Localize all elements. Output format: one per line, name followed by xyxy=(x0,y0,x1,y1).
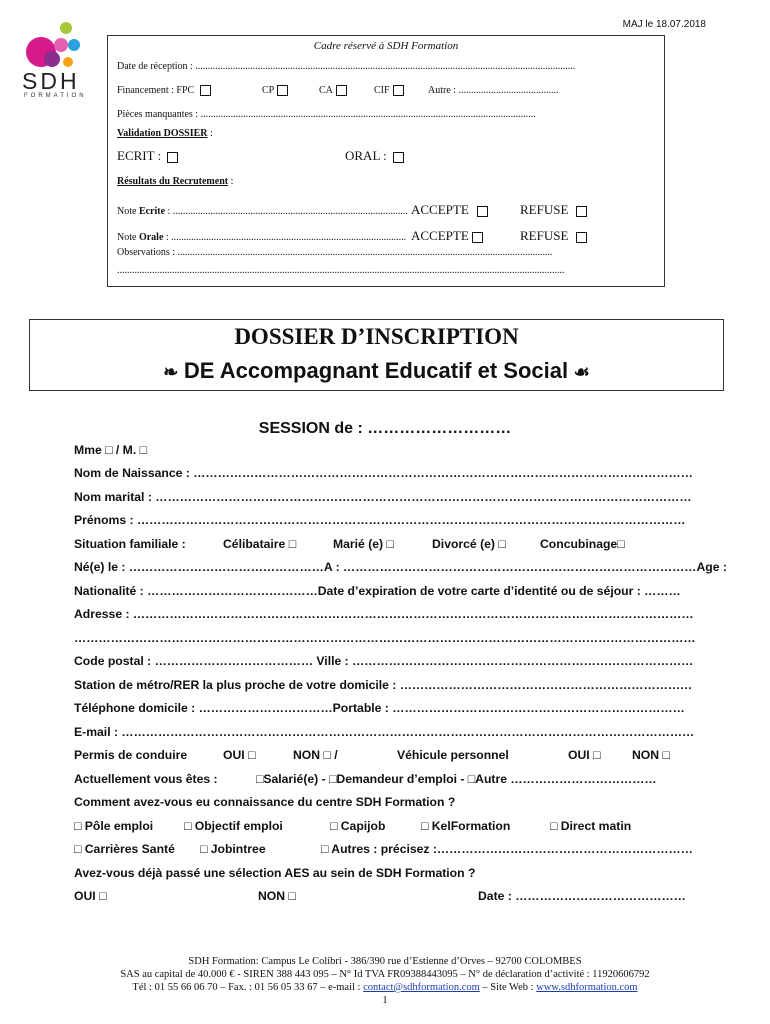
autres-option[interactable]: □ Autres : précisez :……………………………………………………… xyxy=(321,842,693,856)
page-number: 1 xyxy=(382,995,388,1006)
jobintree-option[interactable]: □ Jobintree xyxy=(200,842,266,856)
civilite-field[interactable]: Mme □ / M. □ xyxy=(74,443,147,457)
fpc-checkbox[interactable] xyxy=(200,85,211,96)
footer-contact xyxy=(0,982,770,993)
orale-accepte-checkbox[interactable] xyxy=(472,232,483,243)
ecrite-refuse-label: REFUSE xyxy=(520,202,569,217)
financement-label: Financement : FPC xyxy=(117,85,195,96)
oral-checkbox[interactable] xyxy=(393,152,404,163)
note-orale-field[interactable] xyxy=(117,232,406,243)
ecrite-refuse-checkbox[interactable] xyxy=(576,206,587,217)
dossier-title: DOSSIER D’INSCRIPTION xyxy=(234,324,519,349)
fin-cp xyxy=(262,85,288,96)
cif-checkbox[interactable] xyxy=(393,85,404,96)
marie-option[interactable]: Marié (e) □ xyxy=(333,537,394,551)
validation-dossier-label xyxy=(117,128,213,139)
note-ecrite-bold: Ecrite xyxy=(138,206,166,217)
note-orale-prefix: Note xyxy=(117,232,139,243)
ecrit-checkbox[interactable] xyxy=(167,152,178,163)
adresse-field[interactable]: Adresse : ………………………………………………………………………………………………………………………… xyxy=(74,607,694,621)
resultats-suffix: : xyxy=(228,176,234,187)
note-ecrite-field[interactable] xyxy=(117,206,408,217)
ecrite-accepte-checkbox[interactable] xyxy=(477,206,488,217)
vehicule-oui-option[interactable]: OUI □ xyxy=(568,748,601,762)
update-date: MAJ le 18.07.2018 xyxy=(622,19,706,30)
objectif-emploi-option[interactable]: □ Objectif emploi xyxy=(184,819,283,833)
ornament-left-icon: ❧ xyxy=(163,362,179,382)
adresse-line2[interactable]: ……………………………………………………………………………………………………………………………………… xyxy=(74,631,696,645)
carrieres-sante-option[interactable]: □ Carrières Santé xyxy=(74,842,175,856)
observations-line2[interactable]: ................................................................................................................................................................................... xyxy=(117,265,565,276)
footer-legal: SAS au capital de 40.000 € - SIREN 388 443 095 – N° Id TVA FR09388443095 – N° de déclaration d’activité : 11920606792 xyxy=(120,969,650,980)
orale-accepte-label: ACCEPTE xyxy=(411,228,469,243)
orale-accepte xyxy=(411,228,483,244)
date-reception-field[interactable]: Date de réception : ........................................................................................................................................................ xyxy=(117,61,576,72)
session-field[interactable]: SESSION de : ……………………… xyxy=(258,420,512,437)
orale-refuse xyxy=(520,228,587,244)
cp-checkbox[interactable] xyxy=(277,85,288,96)
reserved-frame xyxy=(107,35,665,287)
pieces-manquantes-field[interactable]: Pièces manquantes : ...................................................................................................................................... xyxy=(117,109,536,120)
note-orale-dots: : .............................................................................................. xyxy=(163,232,407,243)
fin-cif xyxy=(374,85,404,96)
ornament-right-icon: ☙ xyxy=(573,362,590,382)
logo-text: SDH xyxy=(22,68,80,94)
ecrite-accepte xyxy=(411,202,488,218)
observations-field[interactable]: Observations : ...................................................................................................................................................... xyxy=(117,247,553,258)
deja-oui-option[interactable]: OUI □ xyxy=(74,889,107,903)
email-link[interactable]: contact@sdhformation.com xyxy=(363,982,480,993)
vehicule-non-option[interactable]: NON □ xyxy=(632,748,670,762)
situation-label: Situation familiale : xyxy=(74,537,186,551)
orale-refuse-label: REFUSE xyxy=(520,228,569,243)
station-field[interactable]: Station de métro/RER la plus proche de votre domicile : ……………………………………………………………… xyxy=(74,678,693,692)
nom-naissance-field[interactable]: Nom de Naissance : …………………………………………………………………………………………………………… xyxy=(74,466,693,480)
ca-label: CA xyxy=(319,85,333,96)
resultats-text: Résultats du Recrutement xyxy=(117,176,229,187)
sdh-logo xyxy=(18,18,90,100)
connaissance-question: Comment avez-vous eu connaissance du centre SDH Formation ? xyxy=(74,795,456,809)
ecrite-accepte-label: ACCEPTE xyxy=(411,202,469,217)
note-orale-bold: Orale xyxy=(138,232,164,243)
actuellement-label: Actuellement vous êtes : xyxy=(74,772,218,786)
footer-site-label: – Site Web : xyxy=(479,982,537,993)
deja-non-option[interactable]: NON □ xyxy=(258,889,296,903)
nationalite-field[interactable]: Nationalité : ……………………………………Date d’expiration de votre carte d’identité ou de séjour : ……… xyxy=(74,584,681,598)
logo-subtext: FORMATION xyxy=(24,93,87,99)
capijob-option[interactable]: □ Capijob xyxy=(330,819,386,833)
footer-address: SDH Formation: Campus Le Colibri - 386/390 rue d’Estienne d’Orves – 92700 COLOMBES xyxy=(188,956,582,967)
celibataire-option[interactable]: Célibataire □ xyxy=(223,537,297,551)
deja-passe-question: Avez-vous déjà passé une sélection AES au sein de SDH Formation ? xyxy=(74,866,476,880)
ecrit-option xyxy=(117,148,178,164)
dossier-title-box xyxy=(29,319,724,391)
resultats-label xyxy=(117,176,233,187)
naissance-field[interactable]: Né(e) le : …………………………………………A : ……………………………………………………………………………Age : xyxy=(74,560,727,574)
direct-matin-option[interactable]: □ Direct matin xyxy=(550,819,632,833)
email-field[interactable]: E-mail : …………………………………………………………………………………………………………………………… xyxy=(74,725,695,739)
actuellement-options[interactable]: □Salarié(e) - □Demandeur d’emploi - □Autre ……………………………… xyxy=(256,772,657,786)
reserved-title: Cadre réservé à SDH Formation xyxy=(313,40,459,52)
deja-date-field[interactable]: Date : …………………………………… xyxy=(478,889,686,903)
note-ecrite-prefix: Note xyxy=(117,206,139,217)
permis-oui-option[interactable]: OUI □ xyxy=(223,748,256,762)
permis-non-option[interactable]: NON □ / xyxy=(293,748,338,762)
oral-label: ORAL : xyxy=(345,148,387,163)
cp-label: CP xyxy=(262,85,275,96)
code-postal-field[interactable]: Code postal : ………………………………… Ville : ………………………………………………………………………… xyxy=(74,654,694,668)
note-ecrite-dots: : .............................................................................................. xyxy=(165,206,408,217)
formation-title xyxy=(30,358,723,384)
pole-emploi-option[interactable]: □ Pôle emploi xyxy=(74,819,154,833)
prenoms-field[interactable]: Prénoms : ……………………………………………………………………………………………………………………… xyxy=(74,513,686,527)
permis-label: Permis de conduire xyxy=(74,748,188,762)
divorce-option[interactable]: Divorcé (e) □ xyxy=(432,537,506,551)
fin-ca xyxy=(319,85,347,96)
concubinage-option[interactable]: Concubinage□ xyxy=(540,537,625,551)
financement-row xyxy=(117,85,211,96)
website-link[interactable]: www.sdhformation.com xyxy=(536,982,638,993)
oral-option xyxy=(345,148,404,164)
fin-autre-field[interactable]: Autre : ........................................ xyxy=(428,85,559,96)
validation-text: Validation DOSSIER xyxy=(117,128,208,139)
cif-label: CIF xyxy=(374,85,390,96)
validation-suffix: : xyxy=(207,128,213,139)
footer-contact-text: Tél : 01 55 66 06 70 – Fax. : 01 56 05 33 67 – e-mail : xyxy=(132,982,364,993)
ecrit-label: ECRIT : xyxy=(117,148,162,163)
ecrite-refuse xyxy=(520,202,587,218)
vehicule-label: Véhicule personnel xyxy=(397,748,509,762)
formation-title-text: DE Accompagnant Educatif et Social xyxy=(183,358,569,383)
orale-refuse-checkbox[interactable] xyxy=(576,232,587,243)
ca-checkbox[interactable] xyxy=(336,85,347,96)
telephone-field[interactable]: Téléphone domicile : ……………………………Portable : ……………………………………………………………… xyxy=(74,701,685,715)
nom-marital-field[interactable]: Nom marital : …………………………………………………………………………………………………………………… xyxy=(74,490,692,504)
kelformation-option[interactable]: □ KelFormation xyxy=(421,819,511,833)
